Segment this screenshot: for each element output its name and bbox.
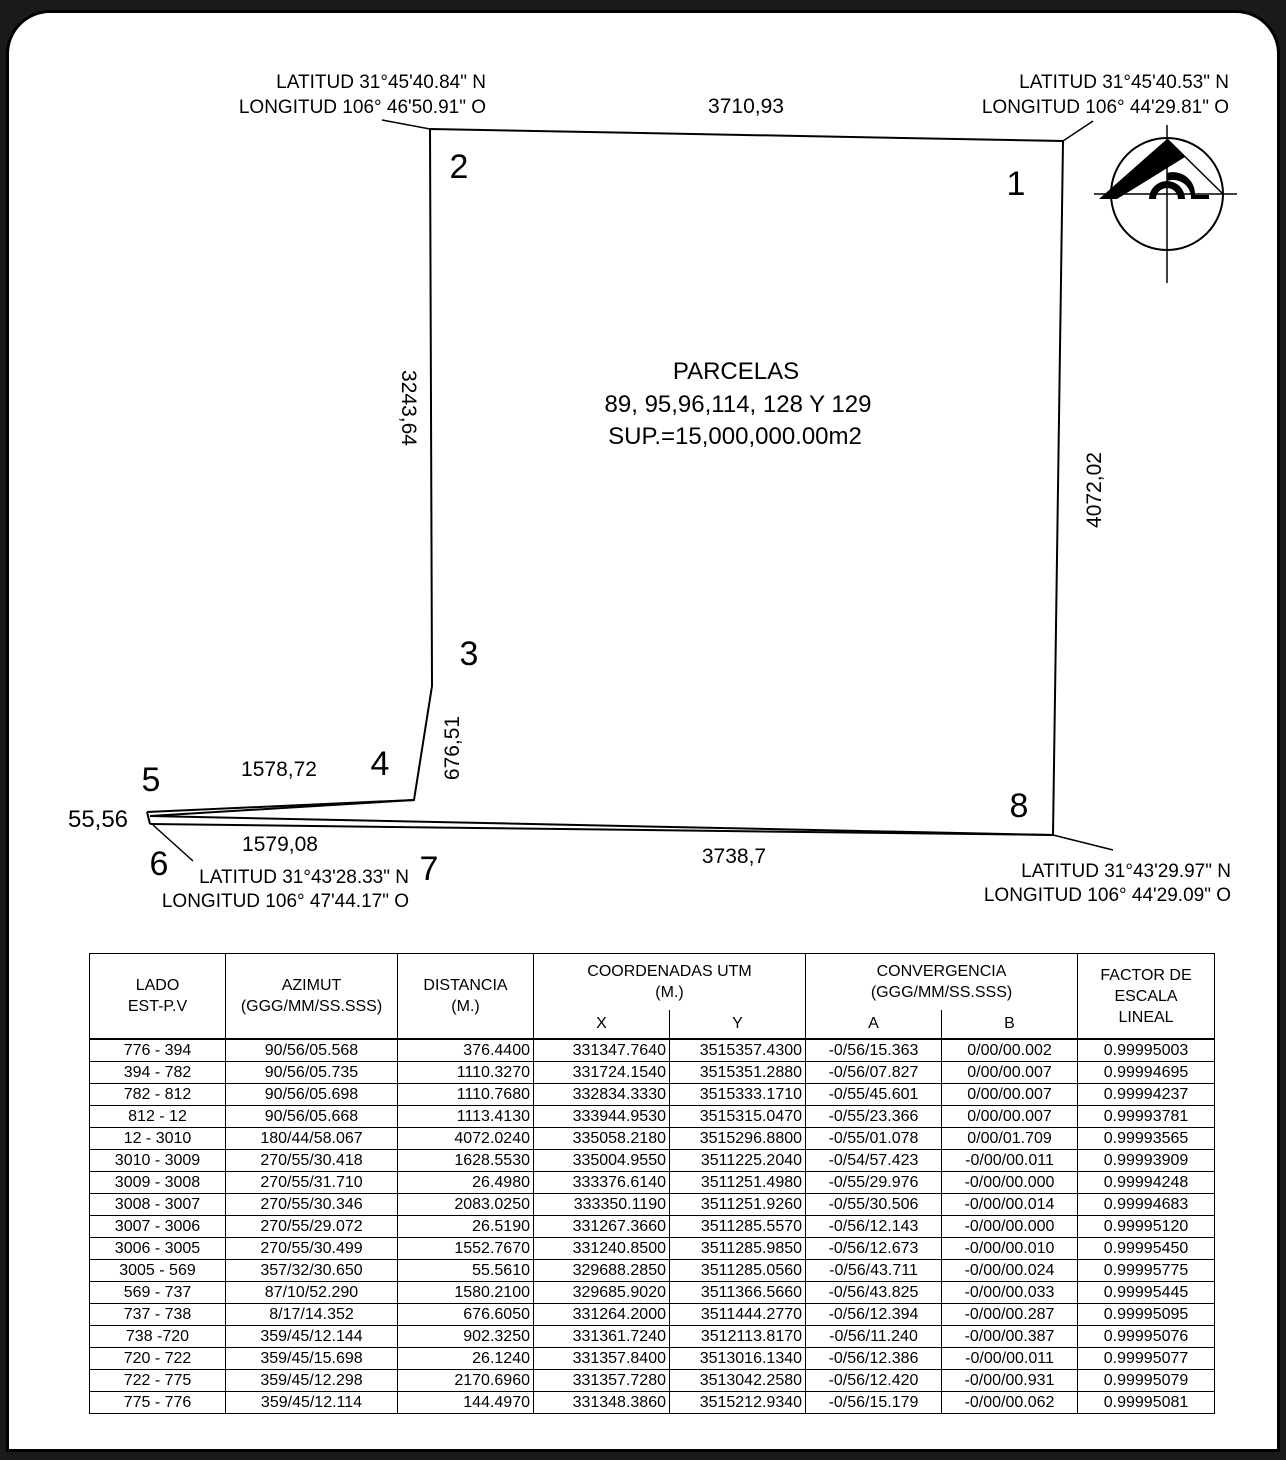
cell-utm-x: 333944.9530 [534, 1106, 670, 1128]
leader-nw [382, 120, 430, 129]
cell-factor: 0.99994248 [1078, 1172, 1215, 1194]
cell-distancia: 26.1240 [398, 1348, 534, 1370]
cell-utm-y: 3511251.4980 [670, 1172, 806, 1194]
vertex-5: 5 [141, 761, 161, 799]
header-azimut [226, 954, 398, 1040]
cell-azimut: 270/55/29.072 [226, 1216, 398, 1238]
vertex-7: 7 [419, 850, 439, 888]
table-row [90, 1194, 1215, 1216]
cell-conv-b: 0/00/01.709 [942, 1128, 1078, 1150]
cell-conv-a: -0/54/57.423 [806, 1150, 942, 1172]
table-row [90, 1326, 1215, 1348]
cell-utm-y: 3515315.0470 [670, 1106, 806, 1128]
cell-lado: 812 - 12 [90, 1106, 226, 1128]
cell-distancia: 1580.2100 [398, 1282, 534, 1304]
cell-utm-x: 329688.2850 [534, 1260, 670, 1282]
header-factor-line3: LINEAL [1118, 1008, 1174, 1026]
cell-lado: 737 - 738 [90, 1304, 226, 1326]
cell-factor: 0.99995775 [1078, 1260, 1215, 1282]
header-distancia-line1: DISTANCIA [423, 977, 508, 994]
cell-lado: 782 - 812 [90, 1084, 226, 1106]
cell-distancia: 26.4980 [398, 1172, 534, 1194]
leader-ne [1063, 121, 1093, 141]
cell-conv-b: -0/00/00.062 [942, 1392, 1078, 1414]
cell-utm-x: 335058.2180 [534, 1128, 670, 1150]
survey-table [89, 953, 1215, 1414]
header-convergencia-line2: (GGG/MM/SS.SSS) [870, 983, 1013, 1001]
table-row [90, 1370, 1215, 1392]
cell-lado: 3007 - 3006 [90, 1216, 226, 1238]
table-row [90, 1172, 1215, 1194]
cell-factor: 0.99994695 [1078, 1062, 1215, 1084]
vertex-1: 1 [1006, 165, 1026, 203]
header-conv-a: A [806, 1010, 942, 1039]
cell-conv-b: 0/00/00.007 [942, 1062, 1078, 1084]
table-row [90, 1260, 1215, 1282]
cell-utm-y: 3511285.9850 [670, 1238, 806, 1260]
cell-conv-b: -0/00/00.014 [942, 1194, 1078, 1216]
cell-distancia: 1552.7670 [398, 1238, 534, 1260]
header-distancia-line2: (M.) [451, 998, 480, 1015]
cell-azimut: 90/56/05.698 [226, 1084, 398, 1106]
cell-utm-x: 335004.9550 [534, 1150, 670, 1172]
cell-lado: 3010 - 3009 [90, 1150, 226, 1172]
parcel-title: PARCELAS [672, 358, 800, 385]
vertex-8: 8 [1009, 787, 1029, 825]
cell-lado: 394 - 782 [90, 1062, 226, 1084]
header-utm-y: Y [670, 1010, 806, 1039]
cell-conv-a: -0/56/15.363 [806, 1039, 942, 1062]
cell-utm-y: 3515351.2880 [670, 1062, 806, 1084]
cell-utm-x: 332834.3330 [534, 1084, 670, 1106]
header-lado-line2: EST-P.V [127, 998, 188, 1015]
cell-distancia: 2170.6960 [398, 1370, 534, 1392]
cell-factor: 0.99994237 [1078, 1084, 1215, 1106]
cell-lado: 3005 - 569 [90, 1260, 226, 1282]
cell-conv-a: -0/56/12.394 [806, 1304, 942, 1326]
distance-3-4: 676,51 [441, 715, 464, 781]
cell-conv-a: -0/56/15.179 [806, 1392, 942, 1414]
cell-factor: 0.99995076 [1078, 1326, 1215, 1348]
cell-utm-x: 331348.3860 [534, 1392, 670, 1414]
header-lado [90, 954, 226, 1040]
cell-conv-a: -0/55/01.078 [806, 1128, 942, 1150]
distance-8-1: 4072,02 [1083, 452, 1106, 528]
cell-utm-y: 3511285.5570 [670, 1216, 806, 1238]
cell-distancia: 1113.4130 [398, 1106, 534, 1128]
boundary-edge-5-4 [147, 800, 414, 812]
cell-factor: 0.99995079 [1078, 1370, 1215, 1392]
cell-azimut: 270/55/30.346 [226, 1194, 398, 1216]
cell-utm-y: 3511225.2040 [670, 1150, 806, 1172]
cell-lado: 3006 - 3005 [90, 1238, 226, 1260]
cell-factor: 0.99993565 [1078, 1128, 1215, 1150]
cell-conv-b: -0/00/00.000 [942, 1216, 1078, 1238]
cell-conv-b: -0/00/00.931 [942, 1370, 1078, 1392]
cell-azimut: 357/32/30.650 [226, 1260, 398, 1282]
cell-factor: 0.99995081 [1078, 1392, 1215, 1414]
cell-distancia: 1110.3270 [398, 1062, 534, 1084]
cell-utm-y: 3515212.9340 [670, 1392, 806, 1414]
cell-utm-y: 3511444.2770 [670, 1304, 806, 1326]
boundary-edge-5-6 [147, 812, 150, 824]
se-longitude: LONGITUD 106° 44'29.09" O [983, 885, 1231, 906]
vertex-4: 4 [370, 745, 390, 783]
cell-utm-y: 3513016.1340 [670, 1348, 806, 1370]
cell-utm-x: 331724.1540 [534, 1062, 670, 1084]
cell-azimut: 270/55/31.710 [226, 1172, 398, 1194]
cell-conv-b: -0/00/00.000 [942, 1172, 1078, 1194]
header-conv-b: B [942, 1010, 1078, 1039]
vertex-2: 2 [449, 148, 469, 186]
cell-azimut: 270/55/30.499 [226, 1238, 398, 1260]
cell-conv-b: -0/00/00.387 [942, 1326, 1078, 1348]
ne-longitude: LONGITUD 106° 44'29.81" O [981, 97, 1229, 118]
cell-utm-x: 331240.8500 [534, 1238, 670, 1260]
vertex-3: 3 [459, 635, 479, 673]
cell-factor: 0.99995003 [1078, 1039, 1215, 1062]
cell-conv-a: -0/56/12.386 [806, 1348, 942, 1370]
cell-utm-x: 331357.8400 [534, 1348, 670, 1370]
cell-conv-a: -0/56/12.673 [806, 1238, 942, 1260]
cell-factor: 0.99993909 [1078, 1150, 1215, 1172]
cell-utm-x: 333350.1190 [534, 1194, 670, 1216]
header-azimut-line1: AZIMUT [281, 977, 342, 994]
sw-latitude: LATITUD 31°43'28.33" N [199, 867, 409, 888]
cell-azimut: 90/56/05.735 [226, 1062, 398, 1084]
cell-conv-a: -0/56/12.420 [806, 1370, 942, 1392]
header-convergencia [806, 954, 1078, 1010]
cell-factor: 0.99994683 [1078, 1194, 1215, 1216]
table-row [90, 1084, 1215, 1106]
cell-distancia: 4072.0240 [398, 1128, 534, 1150]
distance-6-7: 1579,08 [242, 833, 318, 856]
cell-conv-a: -0/55/23.366 [806, 1106, 942, 1128]
cell-conv-a: -0/55/30.506 [806, 1194, 942, 1216]
cell-conv-a: -0/56/43.825 [806, 1282, 942, 1304]
distance-5-6: 55,56 [67, 806, 129, 833]
parcel-boundary [150, 129, 1063, 835]
leader-se [1053, 835, 1113, 850]
table-row [90, 1150, 1215, 1172]
cell-azimut: 270/55/30.418 [226, 1150, 398, 1172]
cell-distancia: 2083.0250 [398, 1194, 534, 1216]
cell-utm-x: 331361.7240 [534, 1326, 670, 1348]
cell-distancia: 144.4970 [398, 1392, 534, 1414]
header-coordenadas-line2: (M.) [655, 983, 684, 1001]
header-factor-line1: FACTOR DE [1100, 966, 1192, 984]
cell-conv-b: 0/00/00.007 [942, 1084, 1078, 1106]
header-factor-line2: ESCALA [1114, 987, 1178, 1005]
cell-distancia: 26.5190 [398, 1216, 534, 1238]
cell-utm-x: 333376.6140 [534, 1172, 670, 1194]
cell-factor: 0.99995095 [1078, 1304, 1215, 1326]
distance-4-5: 1578,72 [241, 758, 317, 781]
cell-azimut: 90/56/05.668 [226, 1106, 398, 1128]
cell-azimut: 90/56/05.568 [226, 1039, 398, 1062]
header-convergencia-line1: CONVERGENCIA [876, 962, 1007, 980]
header-coordenadas-line1: COORDENADAS UTM [587, 962, 752, 980]
cell-conv-b: -0/00/00.011 [942, 1348, 1078, 1370]
ne-latitude: LATITUD 31°45'40.53" N [1019, 72, 1229, 93]
table-row [90, 1282, 1215, 1304]
distance-1-2: 3710,93 [708, 95, 784, 118]
header-coordenadas [534, 954, 806, 1010]
table-row [90, 1304, 1215, 1326]
vertex-6: 6 [149, 845, 169, 883]
table-row [90, 1348, 1215, 1370]
header-factor [1078, 954, 1215, 1040]
cell-utm-y: 3515357.4300 [670, 1039, 806, 1062]
sw-longitude: LONGITUD 106° 47'44.17" O [161, 891, 409, 912]
cell-factor: 0.99993781 [1078, 1106, 1215, 1128]
parcel-area: SUP.=15,000,000.00m2 [608, 423, 862, 450]
survey-table-container [89, 953, 1214, 1414]
header-distancia [398, 954, 534, 1040]
cell-azimut: 359/45/12.114 [226, 1392, 398, 1414]
cell-conv-b: -0/00/00.287 [942, 1304, 1078, 1326]
cell-lado: 720 - 722 [90, 1348, 226, 1370]
cell-conv-b: -0/00/00.024 [942, 1260, 1078, 1282]
table-row [90, 1062, 1215, 1084]
cell-distancia: 55.5610 [398, 1260, 534, 1282]
cell-factor: 0.99995450 [1078, 1238, 1215, 1260]
cell-utm-x: 331267.3660 [534, 1216, 670, 1238]
cell-lado: 738 -720 [90, 1326, 226, 1348]
survey-table-body [90, 1039, 1215, 1414]
cell-distancia: 376.4400 [398, 1039, 534, 1062]
cell-utm-x: 331264.2000 [534, 1304, 670, 1326]
cell-distancia: 1110.7680 [398, 1084, 534, 1106]
header-azimut-line2: (GGG/MM/SS.SSS) [240, 998, 383, 1015]
cell-conv-a: -0/56/12.143 [806, 1216, 942, 1238]
cell-utm-y: 3515333.1710 [670, 1084, 806, 1106]
table-row [90, 1392, 1215, 1414]
header-lado-line1: LADO [135, 977, 180, 994]
cell-conv-a: -0/56/43.711 [806, 1260, 942, 1282]
cell-azimut: 180/44/58.067 [226, 1128, 398, 1150]
north-arrow-icon [1094, 125, 1237, 283]
cell-azimut: 87/10/52.290 [226, 1282, 398, 1304]
parcel-list: 89, 95,96,114, 128 Y 129 [604, 391, 872, 418]
cell-conv-a: -0/56/07.827 [806, 1062, 942, 1084]
table-row [90, 1216, 1215, 1238]
cell-factor: 0.99995120 [1078, 1216, 1215, 1238]
distance-2-3: 3243,64 [397, 370, 420, 446]
cell-conv-b: -0/00/00.033 [942, 1282, 1078, 1304]
cell-conv-a: -0/55/29.976 [806, 1172, 942, 1194]
cell-utm-x: 331347.7640 [534, 1039, 670, 1062]
cell-lado: 776 - 394 [90, 1039, 226, 1062]
nw-latitude: LATITUD 31°45'40.84" N [276, 72, 486, 93]
header-utm-x: X [534, 1010, 670, 1039]
table-row [90, 1128, 1215, 1150]
cell-lado: 569 - 737 [90, 1282, 226, 1304]
cell-conv-b: -0/00/00.011 [942, 1150, 1078, 1172]
cell-azimut: 359/45/12.144 [226, 1326, 398, 1348]
cell-azimut: 359/45/15.698 [226, 1348, 398, 1370]
cell-conv-b: 0/00/00.002 [942, 1039, 1078, 1062]
cell-conv-a: -0/55/45.601 [806, 1084, 942, 1106]
cell-distancia: 1628.5530 [398, 1150, 534, 1172]
drawing-frame [6, 10, 1280, 1452]
table-row [90, 1238, 1215, 1260]
cell-lado: 12 - 3010 [90, 1128, 226, 1150]
cell-conv-b: -0/00/00.010 [942, 1238, 1078, 1260]
cell-utm-y: 3513042.2580 [670, 1370, 806, 1392]
cell-utm-y: 3511251.9260 [670, 1194, 806, 1216]
cell-azimut: 8/17/14.352 [226, 1304, 398, 1326]
distance-7-8: 3738,7 [701, 845, 767, 868]
table-row [90, 1106, 1215, 1128]
cell-lado: 3009 - 3008 [90, 1172, 226, 1194]
cell-distancia: 676.6050 [398, 1304, 534, 1326]
cell-azimut: 359/45/12.298 [226, 1370, 398, 1392]
cell-utm-y: 3512113.8170 [670, 1326, 806, 1348]
cell-conv-b: 0/00/00.007 [942, 1106, 1078, 1128]
nw-longitude: LONGITUD 106° 46'50.91" O [238, 97, 486, 118]
cell-lado: 3008 - 3007 [90, 1194, 226, 1216]
cell-utm-y: 3511366.5660 [670, 1282, 806, 1304]
cell-factor: 0.99995445 [1078, 1282, 1215, 1304]
cell-distancia: 902.3250 [398, 1326, 534, 1348]
se-latitude: LATITUD 31°43'29.97" N [1021, 861, 1231, 882]
cell-lado: 722 - 775 [90, 1370, 226, 1392]
cell-utm-x: 331357.7280 [534, 1370, 670, 1392]
cell-utm-y: 3515296.8800 [670, 1128, 806, 1150]
table-row [90, 1039, 1215, 1062]
cell-utm-y: 3511285.0560 [670, 1260, 806, 1282]
cell-lado: 775 - 776 [90, 1392, 226, 1414]
cell-conv-a: -0/56/11.240 [806, 1326, 942, 1348]
cell-utm-x: 329685.9020 [534, 1282, 670, 1304]
cell-factor: 0.99995077 [1078, 1348, 1215, 1370]
